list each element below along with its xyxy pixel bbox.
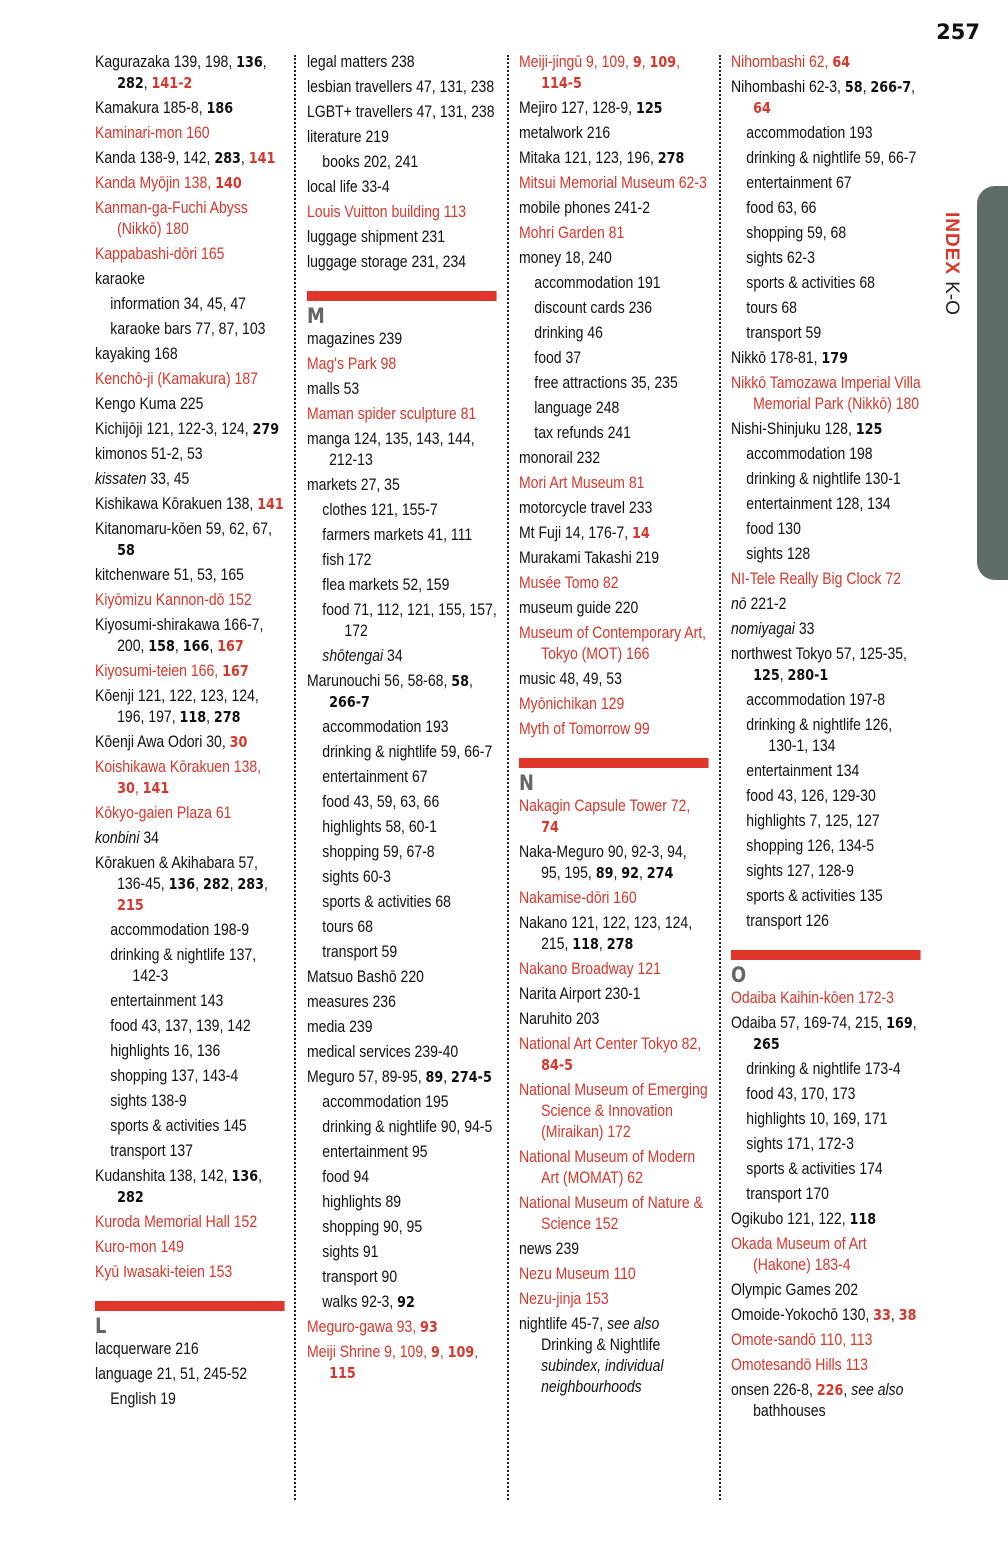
map-page-ref: 38	[898, 1306, 917, 1324]
main-page-ref: 89	[425, 1068, 444, 1086]
italic-term: shōtengai	[322, 647, 384, 665]
side-tab-title: INDEX	[941, 212, 962, 276]
map-page-ref: 30	[229, 733, 248, 751]
index-entry: Kiyosumi-shirakawa 166-7, 200, 158, 166, 167	[95, 616, 264, 655]
page-number: 257	[936, 20, 980, 44]
index-subentry: flea markets 52, 159	[322, 576, 450, 594]
index-subentry: sports & activities 135	[746, 887, 883, 905]
main-page-ref: 64	[832, 53, 851, 71]
index-entry: literature 219	[307, 128, 389, 146]
index-entry: markets 27, 35	[307, 476, 400, 494]
index-entry: National Museum of Nature & Science 152	[519, 1194, 703, 1233]
index-entry: Nakamise-dōri 160	[519, 889, 637, 907]
main-page-ref: 118	[849, 1210, 877, 1228]
index-subentry: sports & activities 68	[746, 274, 875, 292]
index-entry: NI-Tele Really Big Clock 72	[731, 570, 901, 588]
index-entry: Kanda 138-9, 142, 283, 141	[95, 149, 276, 167]
index-entry: Odaiba 57, 169-74, 215, 169, 265	[731, 1014, 917, 1053]
index-subentry: accommodation 193	[746, 124, 873, 142]
index-subentry: shōtengai 34	[322, 647, 403, 665]
index-subentry: information 34, 45, 47	[110, 295, 246, 313]
section-letter: L	[95, 1314, 107, 1338]
main-page-ref: 58	[117, 541, 135, 559]
section-bar	[95, 1301, 285, 1311]
index-subentry: food 37	[534, 349, 582, 367]
index-entry: Kōenji 121, 122, 123, 124, 196, 197, 118, 278	[95, 687, 259, 726]
index-entry: Maman spider sculpture 81	[307, 405, 477, 423]
index-subentry: drinking & nightlife 137, 142-3	[110, 946, 257, 985]
main-page-ref: 279	[252, 420, 280, 438]
map-page-ref: 64	[753, 99, 771, 117]
index-entry: medical services 239-40	[307, 1043, 459, 1061]
italic-term: nomiyagai	[731, 620, 795, 638]
section-header	[307, 291, 497, 327]
main-page-ref: 282	[117, 1188, 144, 1206]
index-column-1	[95, 52, 285, 1414]
index-entry: luggage shipment 231	[307, 228, 446, 246]
index-entry: Kōrakuen & Akihabara 57, 136-45, 136, 282, 283, 215	[95, 854, 268, 914]
index-entry: Naka-Meguro 90, 92-3, 94, 95, 195, 89, 92, 274	[519, 843, 687, 882]
index-entry: Mag's Park 98	[307, 355, 397, 373]
index-entry: Kuroda Memorial Hall 152	[95, 1213, 258, 1231]
index-entry: Kuro-mon 149	[95, 1238, 184, 1256]
index-entry: museum guide 220	[519, 599, 639, 617]
index-subentry: food 130	[746, 520, 801, 538]
index-column-3	[519, 52, 709, 1402]
index-entry: Omoide-Yokochō 130, 33, 38	[731, 1306, 917, 1324]
index-subentry: sights 171, 172-3	[746, 1135, 854, 1153]
index-entry: LGBT+ travellers 47, 131, 238	[307, 103, 495, 121]
index-subentry: shopping 59, 67-8	[322, 843, 435, 861]
index-subentry: food 43, 59, 63, 66	[322, 793, 440, 811]
index-subentry: fish 172	[322, 551, 372, 569]
index-entry: lesbian travellers 47, 131, 238	[307, 78, 495, 96]
main-page-ref: 114-5	[541, 74, 582, 92]
index-entry: lacquerware 216	[95, 1340, 199, 1358]
index-entry: nightlife 45-7, see also Drinking & Nightlife subindex, individual neighbourhoods	[519, 1315, 664, 1396]
index-subentry: clothes 121, 155-7	[322, 501, 438, 519]
index-subentry: transport 59	[322, 943, 398, 961]
index-subentry: sights 128	[746, 545, 811, 563]
index-entry: Myōnichikan 129	[519, 695, 625, 713]
main-page-ref: 266-7	[329, 693, 370, 711]
index-subentry: sights 62-3	[746, 249, 815, 267]
section-letter: M	[307, 304, 325, 328]
index-entry: Musée Tomo 82	[519, 574, 619, 592]
main-page-ref: 136	[231, 1167, 259, 1185]
index-subentry: sights 127, 128-9	[746, 862, 854, 880]
main-page-ref: 140	[215, 174, 242, 192]
index-entry: Nezu-jinja 153	[519, 1290, 609, 1308]
index-entry: metalwork 216	[519, 124, 611, 142]
index-entry: Nikkō Tamozawa Imperial Villa Memorial Park (Nikkō) 180	[731, 374, 921, 413]
index-entry: Olympic Games 202	[731, 1281, 859, 1299]
main-page-ref: 186	[206, 99, 234, 117]
map-page-ref: 33	[873, 1306, 891, 1324]
index-column-4	[731, 52, 921, 1426]
index-entry: Nakano Broadway 121	[519, 960, 661, 978]
main-page-ref: 136	[236, 53, 263, 71]
index-entry: Kengo Kuma 225	[95, 395, 204, 413]
index-entry: Kyū Iwasaki-teien 153	[95, 1263, 233, 1281]
index-entry: language 21, 51, 245-52	[95, 1365, 248, 1383]
index-entry: Ogikubo 121, 122, 118	[731, 1210, 877, 1228]
index-subentry: karaoke bars 77, 87, 103	[110, 320, 266, 338]
main-page-ref: 265	[753, 1035, 780, 1053]
index-entry: Kichijōji 121, 122-3, 124, 279	[95, 420, 280, 438]
index-entry: National Museum of Emerging Science & Innovation (Miraikan) 172	[519, 1081, 708, 1141]
index-subentry: transport 90	[322, 1268, 398, 1286]
index-subentry: accommodation 193	[322, 718, 449, 736]
index-entry: Kōenji Awa Odori 30, 30	[95, 733, 248, 751]
index-subentry: transport 59	[746, 324, 822, 342]
map-page-ref: 167	[217, 637, 244, 655]
italic-term: see also	[607, 1315, 660, 1333]
index-subentry: drinking & nightlife 90, 94-5	[322, 1118, 493, 1136]
index-subentry: shopping 59, 68	[746, 224, 847, 242]
index-subentry: highlights 10, 169, 171	[746, 1110, 888, 1128]
section-bar	[519, 758, 709, 768]
index-subentry: drinking 46	[534, 324, 603, 342]
index-entry: northwest Tokyo 57, 125-35, 125, 280-1	[731, 645, 907, 684]
main-page-ref: 283	[214, 149, 241, 167]
index-entry: monorail 232	[519, 449, 601, 467]
map-page-ref: 141	[248, 149, 276, 167]
index-subentry: tax refunds 241	[534, 424, 631, 442]
index-entry: mobile phones 241-2	[519, 199, 650, 217]
index-entry: onsen 226-8, 226, see also bathhouses	[731, 1381, 904, 1420]
index-subentry: drinking & nightlife 59, 66-7	[322, 743, 493, 761]
index-entry: Kanman-ga-Fuchi Abyss (Nikkō) 180	[95, 199, 248, 238]
main-page-ref: 92	[397, 1293, 415, 1311]
index-entry: Matsuo Bashō 220	[307, 968, 424, 986]
index-subentry: language 248	[534, 399, 620, 417]
index-entry: Museum of Contemporary Art, Tokyo (MOT) 166	[519, 624, 707, 663]
column-divider	[507, 55, 509, 1500]
index-subentry: food 63, 66	[746, 199, 817, 217]
index-subentry: transport 170	[746, 1185, 829, 1203]
index-subentry: entertainment 67	[322, 768, 428, 786]
map-page-ref: 14	[632, 524, 650, 542]
map-page-ref: 226	[816, 1381, 844, 1399]
index-entry: Kishikawa Kōrakuen 138, 141	[95, 495, 284, 513]
italic-term: konbini	[95, 829, 140, 847]
italic-term: subindex, individual neighbourhoods	[541, 1357, 664, 1396]
index-entry: Odaiba Kaihin-kōen 172-3	[731, 989, 894, 1007]
main-page-ref: 93	[420, 1318, 438, 1336]
map-page-ref: 141-2	[151, 74, 193, 92]
index-entry: Kaminari-mon 160	[95, 124, 210, 142]
index-entry: Meguro-gawa 93, 93	[307, 1318, 438, 1336]
side-tab-range: K-O	[941, 281, 962, 315]
index-entry: nomiyagai 33	[731, 620, 815, 638]
index-subentry: transport 126	[746, 912, 829, 930]
index-entry: Louis Vuitton building 113	[307, 203, 467, 221]
main-page-ref: 109	[447, 1343, 475, 1361]
main-page-ref: 9	[632, 53, 642, 71]
italic-term: see also	[851, 1381, 904, 1399]
italic-term: kissaten	[95, 470, 147, 488]
section-bar	[307, 291, 497, 301]
index-entry: Mitaka 121, 123, 196, 278	[519, 149, 685, 167]
index-entry: magazines 239	[307, 330, 403, 348]
index-entry: Nishi-Shinjuku 128, 125	[731, 420, 883, 438]
index-subentry: entertainment 134	[746, 762, 860, 780]
index-subentry: accommodation 195	[322, 1093, 449, 1111]
main-page-ref: 58	[844, 78, 863, 96]
index-entry: music 48, 49, 53	[519, 670, 622, 688]
index-entry: kissaten 33, 45	[95, 470, 190, 488]
index-subentry: drinking & nightlife 59, 66-7	[746, 149, 917, 167]
index-subentry: accommodation 197-8	[746, 691, 886, 709]
index-subentry: sights 91	[322, 1243, 379, 1261]
index-entry: kitchenware 51, 53, 165	[95, 566, 244, 584]
main-page-ref: 74	[541, 818, 559, 836]
index-subentry: tours 68	[322, 918, 373, 936]
section-bar	[731, 950, 921, 960]
index-entry: malls 53	[307, 380, 360, 398]
index-subentry: tours 68	[746, 299, 797, 317]
index-subentry: entertainment 95	[322, 1143, 428, 1161]
main-page-ref: 280-1	[787, 666, 829, 684]
index-entry: Mitsui Memorial Museum 62-3	[519, 174, 707, 192]
main-page-ref: 158	[148, 637, 175, 655]
main-page-ref: 167	[222, 662, 249, 680]
main-page-ref: 118	[179, 708, 207, 726]
index-subentry: shopping 137, 143-4	[110, 1067, 239, 1085]
main-page-ref: 282	[117, 74, 144, 92]
index-entry: Koishikawa Kōrakuen 138, 30, 141	[95, 758, 262, 797]
index-entry: nō 221-2	[731, 595, 787, 613]
index-entry: motorcycle travel 233	[519, 499, 653, 517]
index-entry: kayaking 168	[95, 345, 178, 363]
index-entry: money 18, 240	[519, 249, 612, 267]
index-entry: news 239	[519, 1240, 580, 1258]
index-entry: Kenchō-ji (Kamakura) 187	[95, 370, 258, 388]
index-subentry: farmers markets 41, 111	[322, 526, 473, 544]
main-page-ref: 84-5	[541, 1056, 574, 1074]
main-page-ref: 9	[430, 1343, 440, 1361]
main-page-ref: 169	[886, 1014, 913, 1032]
index-subentry: drinking & nightlife 126, 130-1, 134	[746, 716, 893, 755]
index-entry: Marunouchi 56, 58-68, 58, 266-7	[307, 672, 473, 711]
index-entry: Mt Fuji 14, 176-7, 14	[519, 524, 650, 542]
index-subentry: highlights 16, 136	[110, 1042, 221, 1060]
main-page-ref: 109	[649, 53, 677, 71]
column-divider	[719, 55, 721, 1500]
index-entry: Kanda Myōjin 138, 140	[95, 174, 242, 192]
index-subentry: drinking & nightlife 173-4	[746, 1060, 901, 1078]
section-letter: O	[731, 963, 747, 987]
index-entry: Nakagin Capsule Tower 72, 74	[519, 797, 691, 836]
map-page-ref: 215	[117, 896, 144, 914]
index-entry: Narita Airport 230-1	[519, 985, 641, 1003]
index-entry: Myth of Tomorrow 99	[519, 720, 650, 738]
index-entry: Kagurazaka 139, 198, 136, 282, 141-2	[95, 53, 267, 92]
index-entry: Kiyōmizu Kannon-dō 152	[95, 591, 252, 609]
main-page-ref: 179	[821, 349, 849, 367]
main-page-ref: 278	[606, 935, 634, 953]
index-subentry: shopping 90, 95	[322, 1218, 423, 1236]
index-entry: measures 236	[307, 993, 396, 1011]
index-entry: Mejiro 127, 128-9, 125	[519, 99, 663, 117]
index-subentry: shopping 126, 134-5	[746, 837, 875, 855]
index-entry: media 239	[307, 1018, 373, 1036]
index-entry: Omote-sandō 110, 113	[731, 1331, 873, 1349]
index-entry: manga 124, 135, 143, 144, 212-13	[307, 430, 475, 469]
section-header	[95, 1301, 285, 1337]
index-subentry: entertainment 67	[746, 174, 852, 192]
index-entry: luggage storage 231, 234	[307, 253, 467, 271]
index-entry: Meiji Shrine 9, 109, 9, 109, 115	[307, 1343, 479, 1382]
index-entry: Mori Art Museum 81	[519, 474, 645, 492]
index-subentry: accommodation 198	[746, 445, 873, 463]
index-entry: Nihombashi 62, 64	[731, 53, 851, 71]
main-page-ref: 274-5	[451, 1068, 492, 1086]
index-subentry: highlights 89	[322, 1193, 402, 1211]
index-subentry: food 43, 170, 173	[746, 1085, 856, 1103]
main-page-ref: 125	[855, 420, 883, 438]
index-subentry: sports & activities 68	[322, 893, 451, 911]
index-entry: Meguro 57, 89-95, 89, 274-5	[307, 1068, 492, 1086]
index-subentry: highlights 7, 125, 127	[746, 812, 880, 830]
index-subentry: transport 137	[110, 1142, 193, 1160]
index-subentry: food 43, 126, 129-30	[746, 787, 876, 805]
index-entry: Kappabashi-dōri 165	[95, 245, 225, 263]
index-entry: Nikkō 178-81, 179	[731, 349, 849, 367]
main-page-ref: 278	[657, 149, 685, 167]
index-subentry: discount cards 236	[534, 299, 653, 317]
main-page-ref: 282	[202, 875, 230, 893]
index-entry: Naruhito 203	[519, 1010, 600, 1028]
index-subentry: highlights 58, 60-1	[322, 818, 437, 836]
index-column-2	[307, 52, 497, 1388]
index-subentry: drinking & nightlife 130-1	[746, 470, 901, 488]
side-tab-label	[930, 212, 970, 332]
main-page-ref: 166	[182, 637, 210, 655]
index-entry: Murakami Takashi 219	[519, 549, 660, 567]
map-page-ref: 141	[257, 495, 284, 513]
index-entry: National Museum of Modern Art (MOMAT) 62	[519, 1148, 696, 1187]
index-entry: Kōkyo-gaien Plaza 61	[95, 804, 232, 822]
index-entry: Nezu Museum 110	[519, 1265, 636, 1283]
index-entry: Omotesandō Hills 113	[731, 1356, 868, 1374]
index-entry: Okada Museum of Art (Hakone) 183-4	[731, 1235, 867, 1274]
index-subentry: walks 92-3, 92	[322, 1293, 415, 1311]
index-subentry: food 94	[322, 1168, 370, 1186]
italic-term: nō	[731, 595, 747, 613]
section-header	[519, 758, 709, 794]
index-entry: Mohri Garden 81	[519, 224, 625, 242]
main-page-ref: 274	[646, 864, 674, 882]
index-entry: kimonos 51-2, 53	[95, 445, 203, 463]
index-subentry: accommodation 198-9	[110, 921, 250, 939]
index-subentry: sights 60-3	[322, 868, 391, 886]
section-header	[731, 950, 921, 986]
index-subentry: sports & activities 145	[110, 1117, 247, 1135]
main-page-ref: 141	[142, 779, 170, 797]
main-page-ref: 125	[635, 99, 663, 117]
index-entry: Kiyosumi-teien 166, 167	[95, 662, 249, 680]
column-divider	[294, 55, 296, 1500]
index-subentry: food 43, 137, 139, 142	[110, 1017, 251, 1035]
index-entry: Nakano 121, 122, 123, 124, 215, 118, 278	[519, 914, 693, 953]
index-entry: Kamakura 185-8, 186	[95, 99, 234, 117]
index-entry: local life 33-4	[307, 178, 390, 196]
section-letter: N	[519, 771, 534, 795]
main-page-ref: 278	[213, 708, 241, 726]
main-page-ref: 115	[329, 1364, 356, 1382]
main-page-ref: 92	[621, 864, 639, 882]
main-page-ref: 266-7	[870, 78, 912, 96]
index-entry: Kudanshita 138, 142, 136, 282	[95, 1167, 262, 1206]
index-entry: karaoke	[95, 270, 145, 288]
index-subentry: free attractions 35, 235	[534, 374, 678, 392]
index-subentry: accommodation 191	[534, 274, 661, 292]
thumb-index-tab	[977, 186, 1008, 580]
main-page-ref: 118	[572, 935, 599, 953]
index-entry: konbini 34	[95, 829, 159, 847]
main-page-ref: 89	[595, 864, 614, 882]
index-entry: Meiji-jingū 9, 109, 9, 109, 114-5	[519, 53, 681, 92]
index-entry: Nihombashi 62-3, 58, 266-7, 64	[731, 78, 916, 117]
index-subentry: books 202, 241	[322, 153, 419, 171]
index-subentry: entertainment 143	[110, 992, 224, 1010]
index-subentry: entertainment 128, 134	[746, 495, 891, 513]
index-entry: National Art Center Tokyo 82, 84-5	[519, 1035, 702, 1074]
main-page-ref: 125	[753, 666, 780, 684]
main-page-ref: 136	[168, 875, 196, 893]
index-entry: Kitanomaru-kōen 59, 62, 67, 58	[95, 520, 272, 559]
index-entry: legal matters 238	[307, 53, 415, 71]
index-subentry: sights 138-9	[110, 1092, 187, 1110]
index-subentry: food 71, 112, 121, 155, 157, 172	[322, 601, 497, 640]
main-page-ref: 283	[237, 875, 265, 893]
index-subentry: sports & activities 174	[746, 1160, 883, 1178]
index-subentry: English 19	[110, 1390, 176, 1408]
main-page-ref: 30	[117, 779, 135, 797]
main-page-ref: 58	[451, 672, 469, 690]
